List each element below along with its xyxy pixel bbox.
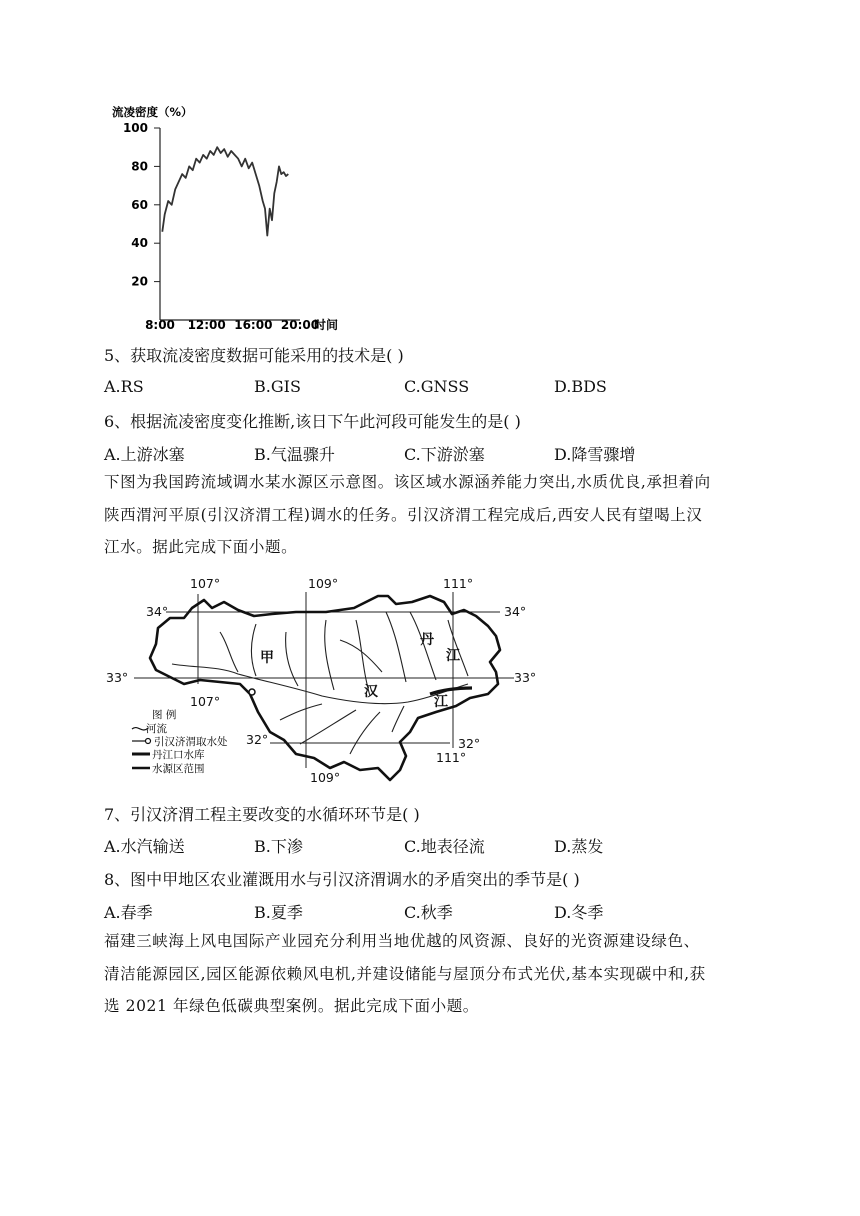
q8-stem: 8、图中甲地区农业灌溉用水与引汉济渭调水的矛盾突出的季节是( ) xyxy=(104,870,580,889)
map-legend xyxy=(132,708,228,775)
y-ticks xyxy=(123,121,160,289)
legend-title: 图 例 xyxy=(152,709,177,721)
q8-option-b[interactable]: B.夏季 xyxy=(254,903,303,922)
place-jia: 甲 xyxy=(260,650,274,666)
q5-option-d[interactable]: D.BDS xyxy=(554,377,607,396)
lon-label: 109° xyxy=(308,576,339,591)
passage-2-line: 福建三峡海上风电国际产业园充分利用当地优越的风资源、良好的光资源建设绿色、 xyxy=(104,932,700,950)
q7-option-a[interactable]: A.水汽输送 xyxy=(104,837,185,856)
passage-1-line: 陕西渭河平原(引汉济渭工程)调水的任务。引汉济渭工程完成后,西安人民有望喝上汉 xyxy=(104,505,703,524)
lon-label: 111° xyxy=(443,576,474,591)
q6-option-c[interactable]: C.下游淤塞 xyxy=(404,445,485,464)
q8-option-d[interactable]: D.冬季 xyxy=(554,903,604,922)
series-line xyxy=(162,147,288,235)
y-tick-label: 80 xyxy=(131,159,148,174)
watershed-map xyxy=(100,572,550,790)
lat-label: 34° xyxy=(146,604,169,619)
q5-option-a[interactable]: A.RS xyxy=(104,377,144,396)
legend-reservoir: 丹江口水库 xyxy=(152,749,205,761)
place-jiang: 江 xyxy=(434,694,448,710)
lon-label: 109° xyxy=(310,770,341,785)
lon-label: 107° xyxy=(190,576,221,591)
x-tick-label: 12:00 xyxy=(187,318,226,332)
passage-1-line: 江水。据此完成下面小题。 xyxy=(104,538,298,556)
q5-stem: 5、获取流凌密度数据可能采用的技术是( ) xyxy=(104,346,404,365)
passage-2-line: 选 2021 年绿色低碳典型案例。据此完成下面小题。 xyxy=(104,997,479,1015)
passage-2-line: 清洁能源园区,园区能源依赖风电机,并建设储能与屋顶分布式光伏,基本实现碳中和,获 xyxy=(104,964,706,983)
lat-label: 32° xyxy=(246,732,269,747)
x-tick-label: 8:00 xyxy=(145,318,175,332)
passage-2 xyxy=(104,925,764,1023)
chart-ylabel: 流凌密度（%） xyxy=(112,105,193,119)
place-dan: 丹 xyxy=(420,632,434,648)
q7-option-d[interactable]: D.蒸发 xyxy=(554,837,604,856)
y-tick-label: 60 xyxy=(131,197,148,212)
chart-xlabel: 时间 xyxy=(314,318,339,332)
legend-intake: 引汉济渭取水处 xyxy=(154,736,228,748)
lon-label: 111° xyxy=(436,750,467,765)
q7-stem: 7、引汉济渭工程主要改变的水循环环节是( ) xyxy=(104,805,420,824)
y-tick-label: 100 xyxy=(122,121,148,135)
place-jiang: 江 xyxy=(446,648,460,664)
place-han: 汉 xyxy=(364,684,378,700)
q7-option-c[interactable]: C.地表径流 xyxy=(404,837,485,856)
passage-1-line: 下图为我国跨流域调水某水源区示意图。该区域水源涵养能力突出,水质优良,承担着向 xyxy=(104,473,711,491)
x-tick-label: 16:00 xyxy=(234,318,273,332)
q6-option-b[interactable]: B.气温骤升 xyxy=(254,445,335,464)
q5-option-b[interactable]: B.GIS xyxy=(254,377,301,396)
y-tick-label: 20 xyxy=(131,274,148,289)
q7-option-b[interactable]: B.下渗 xyxy=(254,837,303,856)
q6-stem: 6、根据流凌密度变化推断,该日下午此河段可能发生的是( ) xyxy=(104,412,521,431)
q6-option-a[interactable]: A.上游冰塞 xyxy=(104,445,185,464)
y-tick-label: 40 xyxy=(131,236,148,251)
lat-label: 34° xyxy=(504,604,527,619)
legend-river: 河流 xyxy=(146,723,167,735)
lat-label: 33° xyxy=(106,670,129,685)
q6-option-d[interactable]: D.降雪骤增 xyxy=(554,445,636,464)
density-chart xyxy=(100,100,360,336)
intake-marker xyxy=(249,689,255,695)
q8-option-c[interactable]: C.秋季 xyxy=(404,903,453,922)
legend-boundary: 水源区范围 xyxy=(152,763,205,775)
lon-label: 107° xyxy=(190,694,221,709)
q8-option-a[interactable]: A.春季 xyxy=(104,903,153,922)
lat-label: 32° xyxy=(458,736,481,751)
passage-1 xyxy=(104,466,764,564)
lat-label: 33° xyxy=(514,670,537,685)
q5-option-c[interactable]: C.GNSS xyxy=(404,377,470,396)
x-tick-label: 20:00 xyxy=(280,318,320,332)
